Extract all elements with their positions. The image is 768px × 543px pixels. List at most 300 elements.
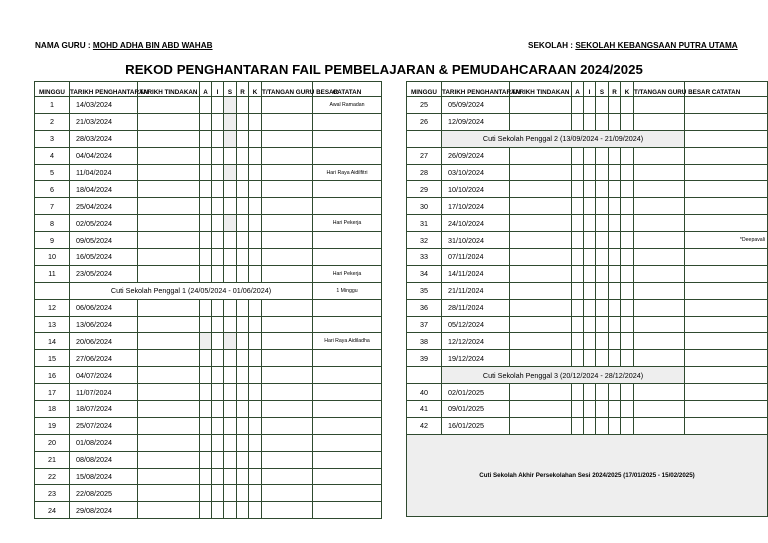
action-date-cell[interactable] (138, 113, 200, 130)
check-cell-a[interactable] (200, 299, 212, 316)
check-cell-a[interactable] (200, 502, 212, 519)
check-cell-k[interactable] (621, 232, 634, 249)
check-cell-r[interactable] (609, 198, 621, 215)
signature-cell[interactable] (634, 299, 685, 316)
check-cell-s[interactable] (224, 299, 237, 316)
action-date-cell[interactable] (510, 198, 572, 215)
check-cell-r[interactable] (609, 113, 621, 130)
signature-cell[interactable] (634, 316, 685, 333)
note-cell (685, 333, 768, 350)
check-cell-r[interactable] (237, 130, 249, 147)
check-cell-i[interactable] (584, 232, 596, 249)
signature-cell[interactable] (262, 502, 313, 519)
check-cell-i[interactable] (212, 502, 224, 519)
check-cell-s[interactable] (596, 97, 609, 114)
check-cell-i[interactable] (212, 198, 224, 215)
check-cell-k[interactable] (249, 249, 262, 266)
check-cell-r[interactable] (609, 147, 621, 164)
check-cell-k[interactable] (249, 198, 262, 215)
check-cell-a[interactable] (572, 147, 584, 164)
check-cell-k[interactable] (249, 181, 262, 198)
check-cell-i[interactable] (584, 282, 596, 299)
action-date-cell[interactable] (138, 130, 200, 147)
action-date-cell[interactable] (138, 485, 200, 502)
signature-cell[interactable] (634, 97, 685, 114)
check-cell-a[interactable] (572, 350, 584, 367)
check-cell-s[interactable] (224, 451, 237, 468)
signature-cell[interactable] (634, 333, 685, 350)
action-date-cell[interactable] (510, 333, 572, 350)
check-cell-r[interactable] (609, 401, 621, 418)
check-cell-r[interactable] (609, 97, 621, 114)
check-cell-i[interactable] (212, 485, 224, 502)
check-cell-r[interactable] (237, 113, 249, 130)
action-date-cell[interactable] (510, 299, 572, 316)
signature-cell[interactable] (262, 113, 313, 130)
check-cell-i[interactable] (212, 130, 224, 147)
action-date-cell[interactable] (138, 350, 200, 367)
check-cell-s[interactable] (596, 249, 609, 266)
check-cell-r[interactable] (237, 97, 249, 114)
signature-cell[interactable] (262, 181, 313, 198)
check-cell-s[interactable] (596, 333, 609, 350)
check-cell-k[interactable] (621, 316, 634, 333)
check-cell-k[interactable] (621, 249, 634, 266)
check-cell-i[interactable] (584, 316, 596, 333)
check-cell-k[interactable] (249, 384, 262, 401)
check-cell-i[interactable] (584, 97, 596, 114)
check-cell-s[interactable] (224, 249, 237, 266)
check-cell-s[interactable] (224, 434, 237, 451)
signature-cell[interactable] (262, 333, 313, 350)
action-date-cell[interactable] (510, 181, 572, 198)
action-date-cell[interactable] (138, 181, 200, 198)
check-cell-s[interactable] (224, 485, 237, 502)
check-cell-i[interactable] (584, 181, 596, 198)
check-cell-r[interactable] (237, 451, 249, 468)
check-cell-r[interactable] (609, 282, 621, 299)
signature-cell[interactable] (262, 316, 313, 333)
signature-cell[interactable] (634, 113, 685, 130)
signature-cell[interactable] (634, 350, 685, 367)
check-cell-k[interactable] (621, 181, 634, 198)
signature-cell[interactable] (634, 417, 685, 434)
check-cell-a[interactable] (200, 198, 212, 215)
check-cell-s[interactable] (224, 164, 237, 181)
signature-cell[interactable] (262, 350, 313, 367)
check-cell-a[interactable] (200, 232, 212, 249)
check-cell-s[interactable] (596, 232, 609, 249)
check-cell-s[interactable] (596, 265, 609, 282)
check-cell-k[interactable] (249, 147, 262, 164)
check-cell-k[interactable] (249, 417, 262, 434)
check-cell-a[interactable] (572, 215, 584, 232)
check-cell-i[interactable] (584, 350, 596, 367)
check-cell-k[interactable] (249, 451, 262, 468)
check-cell-i[interactable] (584, 113, 596, 130)
check-cell-a[interactable] (200, 130, 212, 147)
check-cell-r[interactable] (609, 417, 621, 434)
check-cell-s[interactable] (224, 215, 237, 232)
submission-date: 14/03/2024 (70, 97, 138, 114)
check-cell-k[interactable] (249, 113, 262, 130)
check-cell-i[interactable] (212, 265, 224, 282)
check-cell-s[interactable] (224, 181, 237, 198)
action-date-cell[interactable] (138, 434, 200, 451)
check-cell-r[interactable] (609, 249, 621, 266)
action-date-cell[interactable] (138, 232, 200, 249)
signature-cell[interactable] (634, 181, 685, 198)
check-cell-i[interactable] (212, 401, 224, 418)
signature-cell[interactable] (634, 282, 685, 299)
check-cell-k[interactable] (621, 113, 634, 130)
signature-cell[interactable] (634, 384, 685, 401)
action-date-cell[interactable] (510, 232, 572, 249)
signature-cell[interactable] (634, 198, 685, 215)
action-date-cell[interactable] (510, 417, 572, 434)
signature-cell[interactable] (262, 232, 313, 249)
check-cell-a[interactable] (200, 265, 212, 282)
signature-cell[interactable] (262, 468, 313, 485)
check-cell-i[interactable] (212, 468, 224, 485)
check-cell-a[interactable] (200, 113, 212, 130)
signature-cell[interactable] (262, 164, 313, 181)
action-date-cell[interactable] (138, 468, 200, 485)
action-date-cell[interactable] (510, 282, 572, 299)
check-cell-r[interactable] (237, 232, 249, 249)
action-date-cell[interactable] (138, 417, 200, 434)
check-cell-a[interactable] (572, 97, 584, 114)
check-cell-s[interactable] (224, 316, 237, 333)
check-cell-k[interactable] (249, 434, 262, 451)
signature-cell[interactable] (634, 215, 685, 232)
check-cell-s[interactable] (596, 401, 609, 418)
check-cell-k[interactable] (621, 401, 634, 418)
check-cell-a[interactable] (200, 215, 212, 232)
check-cell-k[interactable] (621, 417, 634, 434)
check-cell-k[interactable] (621, 299, 634, 316)
check-cell-r[interactable] (237, 316, 249, 333)
signature-cell[interactable] (634, 249, 685, 266)
signature-cell[interactable] (262, 265, 313, 282)
check-cell-i[interactable] (584, 215, 596, 232)
check-cell-r[interactable] (237, 299, 249, 316)
check-cell-r[interactable] (237, 249, 249, 266)
check-cell-r[interactable] (609, 164, 621, 181)
action-date-cell[interactable] (138, 299, 200, 316)
check-cell-k[interactable] (621, 198, 634, 215)
signature-cell[interactable] (634, 265, 685, 282)
check-cell-i[interactable] (212, 384, 224, 401)
check-cell-a[interactable] (572, 164, 584, 181)
action-date-cell[interactable] (138, 265, 200, 282)
action-date-cell[interactable] (510, 113, 572, 130)
action-date-cell[interactable] (510, 265, 572, 282)
check-cell-r[interactable] (237, 333, 249, 350)
check-cell-k[interactable] (249, 350, 262, 367)
action-date-cell[interactable] (510, 249, 572, 266)
check-cell-i[interactable] (212, 434, 224, 451)
check-cell-k[interactable] (249, 367, 262, 384)
check-cell-s[interactable] (596, 215, 609, 232)
check-cell-k[interactable] (621, 333, 634, 350)
check-cell-s[interactable] (596, 417, 609, 434)
signature-cell[interactable] (262, 249, 313, 266)
action-date-cell[interactable] (138, 164, 200, 181)
check-cell-s[interactable] (224, 401, 237, 418)
action-date-cell[interactable] (138, 316, 200, 333)
check-cell-s[interactable] (224, 350, 237, 367)
check-cell-i[interactable] (212, 181, 224, 198)
signature-cell[interactable] (634, 401, 685, 418)
action-date-cell[interactable] (510, 350, 572, 367)
signature-cell[interactable] (262, 451, 313, 468)
check-cell-r[interactable] (609, 299, 621, 316)
check-cell-r[interactable] (609, 350, 621, 367)
check-cell-i[interactable] (584, 384, 596, 401)
action-date-cell[interactable] (138, 97, 200, 114)
check-cell-a[interactable] (572, 113, 584, 130)
check-cell-a[interactable] (200, 147, 212, 164)
signature-cell[interactable] (262, 367, 313, 384)
check-cell-r[interactable] (237, 215, 249, 232)
check-cell-s[interactable] (224, 468, 237, 485)
action-date-cell[interactable] (138, 333, 200, 350)
check-cell-a[interactable] (572, 265, 584, 282)
check-cell-k[interactable] (249, 316, 262, 333)
check-cell-a[interactable] (200, 485, 212, 502)
check-cell-k[interactable] (249, 299, 262, 316)
check-cell-a[interactable] (200, 350, 212, 367)
action-date-cell[interactable] (510, 316, 572, 333)
check-cell-s[interactable] (596, 384, 609, 401)
check-cell-k[interactable] (249, 232, 262, 249)
check-cell-r[interactable] (609, 181, 621, 198)
check-cell-a[interactable] (572, 282, 584, 299)
check-cell-s[interactable] (224, 130, 237, 147)
check-cell-k[interactable] (621, 350, 634, 367)
check-cell-r[interactable] (237, 384, 249, 401)
action-date-cell[interactable] (510, 384, 572, 401)
check-cell-r[interactable] (237, 198, 249, 215)
check-cell-s[interactable] (224, 232, 237, 249)
check-cell-r[interactable] (609, 232, 621, 249)
check-cell-k[interactable] (249, 502, 262, 519)
check-cell-i[interactable] (212, 113, 224, 130)
check-cell-a[interactable] (572, 401, 584, 418)
check-cell-r[interactable] (609, 265, 621, 282)
check-cell-i[interactable] (212, 316, 224, 333)
check-cell-s[interactable] (224, 417, 237, 434)
check-cell-s[interactable] (224, 384, 237, 401)
check-cell-r[interactable] (609, 333, 621, 350)
check-cell-s[interactable] (596, 164, 609, 181)
signature-cell[interactable] (262, 198, 313, 215)
check-cell-s[interactable] (224, 113, 237, 130)
signature-cell[interactable] (262, 485, 313, 502)
check-cell-r[interactable] (237, 434, 249, 451)
check-cell-s[interactable] (596, 282, 609, 299)
check-cell-s[interactable] (224, 502, 237, 519)
check-cell-s[interactable] (596, 299, 609, 316)
action-date-cell[interactable] (510, 215, 572, 232)
check-cell-i[interactable] (584, 249, 596, 266)
check-cell-k[interactable] (621, 384, 634, 401)
note-cell (685, 401, 768, 418)
check-cell-k[interactable] (249, 401, 262, 418)
check-cell-a[interactable] (200, 434, 212, 451)
check-cell-k[interactable] (621, 97, 634, 114)
check-cell-i[interactable] (212, 367, 224, 384)
action-date-cell[interactable] (138, 367, 200, 384)
check-cell-s[interactable] (596, 350, 609, 367)
check-cell-k[interactable] (249, 333, 262, 350)
check-cell-i[interactable] (212, 350, 224, 367)
check-cell-k[interactable] (249, 97, 262, 114)
check-cell-i[interactable] (212, 333, 224, 350)
check-cell-i[interactable] (212, 417, 224, 434)
check-cell-a[interactable] (200, 417, 212, 434)
check-cell-i[interactable] (212, 299, 224, 316)
check-cell-r[interactable] (237, 367, 249, 384)
check-cell-a[interactable] (200, 181, 212, 198)
check-cell-i[interactable] (584, 265, 596, 282)
check-cell-s[interactable] (224, 198, 237, 215)
check-cell-r[interactable] (237, 485, 249, 502)
action-date-cell[interactable] (138, 401, 200, 418)
note-cell (685, 265, 768, 282)
signature-cell[interactable] (262, 299, 313, 316)
check-cell-k[interactable] (249, 215, 262, 232)
check-cell-k[interactable] (249, 265, 262, 282)
check-cell-a[interactable] (572, 198, 584, 215)
signature-cell[interactable] (262, 147, 313, 164)
signature-cell[interactable] (634, 164, 685, 181)
signature-cell[interactable] (262, 417, 313, 434)
check-cell-s[interactable] (596, 147, 609, 164)
check-cell-a[interactable] (200, 367, 212, 384)
check-cell-i[interactable] (584, 299, 596, 316)
week-row (35, 468, 382, 485)
check-cell-r[interactable] (237, 265, 249, 282)
check-cell-k[interactable] (249, 468, 262, 485)
signature-cell[interactable] (262, 401, 313, 418)
check-cell-r[interactable] (609, 316, 621, 333)
action-date-cell[interactable] (138, 249, 200, 266)
check-cell-i[interactable] (212, 97, 224, 114)
action-date-cell[interactable] (138, 384, 200, 401)
check-cell-i[interactable] (212, 164, 224, 181)
signature-cell[interactable] (262, 215, 313, 232)
check-cell-a[interactable] (572, 181, 584, 198)
check-cell-i[interactable] (584, 198, 596, 215)
check-cell-r[interactable] (237, 468, 249, 485)
check-cell-r[interactable] (237, 147, 249, 164)
check-cell-k[interactable] (621, 282, 634, 299)
check-cell-s[interactable] (596, 181, 609, 198)
check-cell-a[interactable] (572, 384, 584, 401)
check-cell-a[interactable] (200, 468, 212, 485)
check-cell-i[interactable] (584, 333, 596, 350)
signature-cell[interactable] (262, 384, 313, 401)
check-cell-a[interactable] (572, 299, 584, 316)
signature-cell[interactable] (634, 147, 685, 164)
check-cell-i[interactable] (584, 417, 596, 434)
check-cell-i[interactable] (584, 147, 596, 164)
check-cell-a[interactable] (572, 249, 584, 266)
check-cell-r[interactable] (609, 215, 621, 232)
check-cell-k[interactable] (621, 265, 634, 282)
check-cell-a[interactable] (200, 316, 212, 333)
check-cell-s[interactable] (224, 147, 237, 164)
check-cell-s[interactable] (596, 198, 609, 215)
check-cell-a[interactable] (200, 97, 212, 114)
check-cell-a[interactable] (572, 232, 584, 249)
check-cell-r[interactable] (237, 181, 249, 198)
check-cell-s[interactable] (224, 367, 237, 384)
check-cell-i[interactable] (212, 232, 224, 249)
check-cell-a[interactable] (200, 401, 212, 418)
signature-cell[interactable] (634, 232, 685, 249)
check-cell-a[interactable] (572, 417, 584, 434)
check-cell-a[interactable] (200, 249, 212, 266)
check-cell-k[interactable] (621, 164, 634, 181)
signature-cell[interactable] (262, 130, 313, 147)
check-cell-a[interactable] (572, 316, 584, 333)
check-cell-a[interactable] (200, 164, 212, 181)
action-date-cell[interactable] (510, 147, 572, 164)
action-date-cell[interactable] (138, 502, 200, 519)
check-cell-a[interactable] (200, 451, 212, 468)
check-cell-r[interactable] (237, 417, 249, 434)
action-date-cell[interactable] (510, 401, 572, 418)
check-cell-k[interactable] (249, 130, 262, 147)
action-date-cell[interactable] (510, 164, 572, 181)
action-date-cell[interactable] (138, 451, 200, 468)
check-cell-a[interactable] (572, 333, 584, 350)
check-cell-r[interactable] (237, 502, 249, 519)
check-cell-s[interactable] (224, 265, 237, 282)
check-cell-r[interactable] (237, 164, 249, 181)
check-cell-i[interactable] (584, 164, 596, 181)
check-cell-i[interactable] (584, 401, 596, 418)
check-cell-i[interactable] (212, 215, 224, 232)
action-date-cell[interactable] (510, 97, 572, 114)
check-cell-r[interactable] (609, 384, 621, 401)
check-cell-k[interactable] (249, 164, 262, 181)
check-cell-s[interactable] (596, 316, 609, 333)
action-date-cell[interactable] (138, 198, 200, 215)
check-cell-k[interactable] (621, 215, 634, 232)
action-date-cell[interactable] (138, 147, 200, 164)
check-cell-s[interactable] (596, 113, 609, 130)
check-cell-r[interactable] (237, 401, 249, 418)
note-cell (685, 215, 768, 232)
signature-cell[interactable] (262, 97, 313, 114)
check-cell-k[interactable] (249, 485, 262, 502)
check-cell-r[interactable] (237, 350, 249, 367)
check-cell-a[interactable] (200, 333, 212, 350)
check-cell-a[interactable] (200, 384, 212, 401)
check-cell-i[interactable] (212, 147, 224, 164)
check-cell-s[interactable] (224, 97, 237, 114)
check-cell-i[interactable] (212, 451, 224, 468)
check-cell-s[interactable] (224, 333, 237, 350)
signature-cell[interactable] (262, 434, 313, 451)
check-cell-i[interactable] (212, 249, 224, 266)
check-cell-k[interactable] (621, 147, 634, 164)
action-date-cell[interactable] (138, 215, 200, 232)
